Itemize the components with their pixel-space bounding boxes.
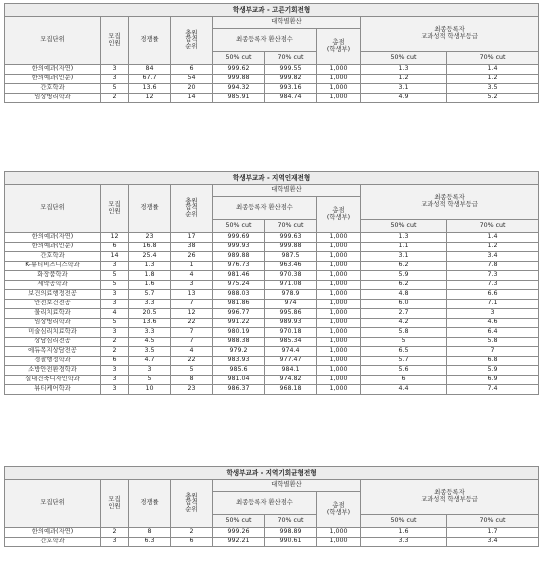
score-cut50-cell: 999.88 [213, 74, 265, 84]
quota-cell: 3 [101, 328, 129, 338]
grade-cut70-cell: 1.2 [447, 242, 539, 252]
table-row [5, 65, 539, 75]
total-cell: 1,000 [317, 252, 361, 262]
competition-cell: 1.3 [129, 261, 171, 271]
score-cut50-cell: 999.69 [213, 233, 265, 243]
competition-cell: 12 [129, 93, 171, 103]
unit-cell: 미술심리치료학과 [5, 328, 101, 338]
total-header [317, 197, 361, 233]
grade-cut50-cell: 5.8 [361, 328, 447, 338]
grade-cut70-cell: 7 [447, 347, 539, 357]
score-cut70-header: 70% cut [265, 220, 317, 233]
grade-cut50-cell: 4.2 [361, 318, 447, 328]
score-cut50-cell: 994.32 [213, 84, 265, 94]
table-row [5, 84, 539, 94]
grade-cut70-cell: 3 [447, 309, 539, 319]
waitlist-cell: 4 [171, 347, 213, 357]
competition-cell: 16.8 [129, 242, 171, 252]
score-cut50-cell: 975.24 [213, 280, 265, 290]
grade-cut50-cell: 5 [361, 337, 447, 347]
quota-cell: 3 [101, 375, 129, 385]
grade-cut50-header: 50% cut [361, 220, 447, 233]
score-cut70-cell: 984.1 [265, 366, 317, 376]
unit-cell: 상담심리전공 [5, 337, 101, 347]
grade-cut50-cell: 1.3 [361, 233, 447, 243]
score-cut70-cell: 999.88 [265, 242, 317, 252]
unit-cell: 임상병리학과 [5, 318, 101, 328]
score-cut70-cell: 974.82 [265, 375, 317, 385]
competition-cell: 3.5 [129, 347, 171, 357]
score-cut50-cell: 981.46 [213, 271, 265, 281]
header-line: 총점 [332, 206, 345, 214]
unit-cell: 한의예과(자연) [5, 65, 101, 75]
waitlist-cell: 7 [171, 337, 213, 347]
final-grade-header [361, 185, 539, 220]
score-cut70-cell: 993.16 [265, 84, 317, 94]
grade-cut70-cell: 1.7 [447, 528, 539, 538]
total-cell: 1,000 [317, 328, 361, 338]
grade-cut50-cell: 1.2 [361, 74, 447, 84]
grade-cut70-cell: 5.9 [447, 366, 539, 376]
unit-cell: 제약공학과 [5, 280, 101, 290]
header-line: 모집 [108, 495, 121, 503]
university-score-header: 대학별환산 [213, 185, 361, 197]
grade-cut70-cell: 3.5 [447, 84, 539, 94]
header-line: 최종등록자 [434, 26, 465, 34]
score-cut50-cell: 999.93 [213, 242, 265, 252]
header-line: 합격 [185, 36, 198, 44]
score-cut50-header: 50% cut [213, 515, 265, 528]
competition-header: 경쟁률 [129, 185, 171, 233]
grade-cut50-cell: 5.6 [361, 366, 447, 376]
score-cut50-cell: 985.6 [213, 366, 265, 376]
grade-cut70-cell: 7.8 [447, 261, 539, 271]
grade-cut70-cell: 7.1 [447, 299, 539, 309]
competition-cell: 3.3 [129, 299, 171, 309]
grade-cut70-cell: 7.3 [447, 271, 539, 281]
competition-cell: 4.5 [129, 337, 171, 347]
quota-cell: 5 [101, 280, 129, 290]
unit-header: 모집단위 [5, 480, 101, 528]
competition-cell: 20.5 [129, 309, 171, 319]
table-title: 학생부교과 - 고른기회전형 [5, 4, 539, 17]
score-cut50-cell: 996.77 [213, 309, 265, 319]
grade-cut70-cell: 6.9 [447, 375, 539, 385]
competition-cell: 3 [129, 366, 171, 376]
waitlist-header [171, 17, 213, 65]
university-score-header: 대학별환산 [213, 17, 361, 29]
table-row [5, 375, 539, 385]
quota-cell: 3 [101, 74, 129, 84]
header-line: (학생부) [326, 45, 351, 53]
score-cut70-header: 70% cut [265, 52, 317, 65]
quota-cell: 3 [101, 299, 129, 309]
waitlist-cell: 17 [171, 233, 213, 243]
header-line: 충원 [185, 492, 198, 500]
quota-header [101, 17, 129, 65]
unit-cell: 임상병리학과 [5, 93, 101, 103]
header-line: 순위 [185, 210, 198, 218]
unit-cell: 한의예과(인문) [5, 242, 101, 252]
table-row [5, 337, 539, 347]
quota-cell: 3 [101, 261, 129, 271]
competition-cell: 3.3 [129, 328, 171, 338]
grade-cut70-cell: 5.8 [447, 337, 539, 347]
table-row [5, 261, 539, 271]
waitlist-cell: 20 [171, 84, 213, 94]
total-cell: 1,000 [317, 84, 361, 94]
header-line: 충원 [185, 197, 198, 205]
grade-cut50-cell: 4.8 [361, 290, 447, 300]
waitlist-cell: 22 [171, 318, 213, 328]
admissions-table-3 [4, 466, 539, 547]
table-row [5, 318, 539, 328]
waitlist-cell: 7 [171, 299, 213, 309]
total-header [317, 492, 361, 528]
total-cell: 1,000 [317, 385, 361, 395]
table-row [5, 93, 539, 103]
competition-cell: 1.8 [129, 271, 171, 281]
grade-cut70-header: 70% cut [447, 515, 539, 528]
grade-cut50-cell: 1.1 [361, 242, 447, 252]
header-line: 모집 [108, 200, 121, 208]
score-cut70-cell: 974 [265, 299, 317, 309]
header-line: (학생부) [326, 508, 351, 516]
competition-cell: 13.6 [129, 84, 171, 94]
competition-cell: 5 [129, 375, 171, 385]
grade-cut50-cell: 4.4 [361, 385, 447, 395]
grade-cut50-cell: 5.7 [361, 356, 447, 366]
header-line: 최종등록자 [434, 489, 465, 497]
score-cut50-cell: 981.04 [213, 375, 265, 385]
final-score-header: 최종등록자 환산점수 [213, 492, 317, 515]
quota-cell: 2 [101, 93, 129, 103]
quota-cell: 5 [101, 84, 129, 94]
grade-cut70-cell: 3.4 [447, 537, 539, 547]
competition-cell: 5.7 [129, 290, 171, 300]
competition-cell: 23 [129, 233, 171, 243]
header-line: 합격 [185, 204, 198, 212]
grade-cut70-cell: 3.4 [447, 252, 539, 262]
score-cut50-cell: 991.22 [213, 318, 265, 328]
unit-cell: 경찰행정학과 [5, 356, 101, 366]
score-cut50-cell: 986.37 [213, 385, 265, 395]
table-title: 학생부교과 - 지역인재전형 [5, 172, 539, 185]
grade-cut70-header: 70% cut [447, 52, 539, 65]
grade-cut50-header: 50% cut [361, 515, 447, 528]
score-cut70-cell: 999.82 [265, 74, 317, 84]
quota-cell: 2 [101, 347, 129, 357]
grade-cut70-cell: 1.2 [447, 74, 539, 84]
score-cut70-cell: 998.89 [265, 528, 317, 538]
score-cut70-header: 70% cut [265, 515, 317, 528]
total-cell: 1,000 [317, 233, 361, 243]
competition-cell: 8 [129, 528, 171, 538]
quota-cell: 2 [101, 528, 129, 538]
table-row [5, 366, 539, 376]
total-cell: 1,000 [317, 242, 361, 252]
score-cut50-cell: 980.19 [213, 328, 265, 338]
competition-cell: 6.3 [129, 537, 171, 547]
table-row [5, 252, 539, 262]
quota-header [101, 480, 129, 528]
waitlist-cell: 6 [171, 537, 213, 547]
grade-cut70-cell: 6.8 [447, 356, 539, 366]
total-cell: 1,000 [317, 65, 361, 75]
grade-cut70-header: 70% cut [447, 220, 539, 233]
total-cell: 1,000 [317, 375, 361, 385]
unit-cell: 소방안전환경학과 [5, 366, 101, 376]
score-cut50-cell: 983.93 [213, 356, 265, 366]
grade-cut70-cell: 6.4 [447, 328, 539, 338]
header-line: 순위 [185, 42, 198, 50]
waitlist-cell: 14 [171, 93, 213, 103]
score-cut50-cell: 999.26 [213, 528, 265, 538]
waitlist-cell: 1 [171, 261, 213, 271]
waitlist-cell: 22 [171, 356, 213, 366]
header-line: (학생부) [326, 213, 351, 221]
grade-cut70-cell: 1.4 [447, 65, 539, 75]
header-line: 충원 [185, 29, 198, 37]
table-row [5, 356, 539, 366]
grade-cut50-cell: 6.0 [361, 299, 447, 309]
score-cut70-cell: 974.4 [265, 347, 317, 357]
unit-cell: 뷰티케어학과 [5, 385, 101, 395]
waitlist-cell: 2 [171, 528, 213, 538]
grade-cut50-cell: 1.6 [361, 528, 447, 538]
header-line: 교과성적 학생부등급 [421, 201, 478, 208]
grade-cut50-cell: 6.2 [361, 280, 447, 290]
waitlist-cell: 3 [171, 280, 213, 290]
total-cell: 1,000 [317, 271, 361, 281]
unit-cell: 에듀복지상담전공 [5, 347, 101, 357]
score-cut70-cell: 985.34 [265, 337, 317, 347]
competition-header: 경쟁률 [129, 17, 171, 65]
grade-cut70-cell: 7.3 [447, 280, 539, 290]
competition-cell: 1.6 [129, 280, 171, 290]
waitlist-cell: 8 [171, 375, 213, 385]
quota-cell: 4 [101, 309, 129, 319]
unit-cell: 화장품학과 [5, 271, 101, 281]
header-line: 모집 [108, 32, 121, 40]
waitlist-header [171, 480, 213, 528]
table-row [5, 528, 539, 538]
unit-cell: 간호학과 [5, 84, 101, 94]
unit-cell: 간호학과 [5, 252, 101, 262]
unit-cell: 안전보건전공 [5, 299, 101, 309]
quota-cell: 5 [101, 271, 129, 281]
header-line: 인원 [108, 502, 121, 510]
score-cut70-cell: 999.63 [265, 233, 317, 243]
competition-cell: 10 [129, 385, 171, 395]
table-row [5, 347, 539, 357]
table-row [5, 271, 539, 281]
grade-cut50-cell: 3.3 [361, 537, 447, 547]
total-cell: 1,000 [317, 93, 361, 103]
quota-cell: 3 [101, 65, 129, 75]
header-line: 순위 [185, 505, 198, 513]
quota-cell: 12 [101, 233, 129, 243]
grade-cut70-cell: 6.6 [447, 290, 539, 300]
quota-cell: 3 [101, 385, 129, 395]
competition-cell: 67.7 [129, 74, 171, 84]
grade-cut70-cell: 5.2 [447, 93, 539, 103]
score-cut50-cell: 988.38 [213, 337, 265, 347]
unit-cell: K-뷰티비즈니스학과 [5, 261, 101, 271]
score-cut50-cell: 979.2 [213, 347, 265, 357]
grade-cut70-cell: 4.6 [447, 318, 539, 328]
final-score-header: 최종등록자 환산점수 [213, 29, 317, 52]
total-cell: 1,000 [317, 528, 361, 538]
admissions-table-2 [4, 171, 539, 395]
score-cut50-cell: 976.73 [213, 261, 265, 271]
quota-cell: 6 [101, 356, 129, 366]
total-cell: 1,000 [317, 537, 361, 547]
table-row [5, 385, 539, 395]
final-grade-header [361, 480, 539, 515]
score-cut50-cell: 999.62 [213, 65, 265, 75]
header-line: 교과성적 학생부등급 [421, 33, 478, 40]
grade-cut50-cell: 2.7 [361, 309, 447, 319]
total-cell: 1,000 [317, 309, 361, 319]
unit-cell: 한의예과(자연) [5, 233, 101, 243]
grade-cut50-cell: 1.3 [361, 65, 447, 75]
waitlist-cell: 13 [171, 290, 213, 300]
admissions-table-1 [4, 3, 539, 103]
header-line: 최종등록자 [434, 194, 465, 202]
table-row [5, 537, 539, 547]
score-cut70-cell: 963.46 [265, 261, 317, 271]
waitlist-cell: 26 [171, 252, 213, 262]
waitlist-cell: 7 [171, 328, 213, 338]
grade-cut50-cell: 6.2 [361, 261, 447, 271]
header-line: 교과성적 학생부등급 [421, 496, 478, 503]
total-cell: 1,000 [317, 290, 361, 300]
total-cell: 1,000 [317, 347, 361, 357]
score-cut70-cell: 984.74 [265, 93, 317, 103]
score-cut50-cell: 981.86 [213, 299, 265, 309]
score-cut70-cell: 989.93 [265, 318, 317, 328]
grade-cut50-cell: 6.5 [361, 347, 447, 357]
competition-cell: 13.6 [129, 318, 171, 328]
competition-cell: 84 [129, 65, 171, 75]
total-header [317, 29, 361, 65]
total-cell: 1,000 [317, 318, 361, 328]
header-line: 총점 [332, 501, 345, 509]
header-line: 인원 [108, 207, 121, 215]
grade-cut50-cell: 6 [361, 375, 447, 385]
score-cut70-cell: 990.61 [265, 537, 317, 547]
final-grade-header [361, 17, 539, 52]
waitlist-cell: 4 [171, 271, 213, 281]
waitlist-cell: 5 [171, 366, 213, 376]
waitlist-cell: 12 [171, 309, 213, 319]
score-cut50-cell: 988.03 [213, 290, 265, 300]
quota-cell: 6 [101, 242, 129, 252]
table-row [5, 242, 539, 252]
quota-cell: 3 [101, 537, 129, 547]
score-cut70-cell: 968.18 [265, 385, 317, 395]
score-cut70-cell: 970.18 [265, 328, 317, 338]
total-cell: 1,000 [317, 366, 361, 376]
score-cut50-cell: 989.88 [213, 252, 265, 262]
score-cut70-cell: 978.9 [265, 290, 317, 300]
quota-cell: 3 [101, 366, 129, 376]
score-cut50-cell: 992.21 [213, 537, 265, 547]
waitlist-header [171, 185, 213, 233]
unit-cell: 물리치료학과 [5, 309, 101, 319]
score-cut70-cell: 995.86 [265, 309, 317, 319]
competition-cell: 4.7 [129, 356, 171, 366]
header-line: 총점 [332, 38, 345, 46]
total-cell: 1,000 [317, 261, 361, 271]
unit-cell: 한의예과(인문) [5, 74, 101, 84]
table-title: 학생부교과 - 지역기회균형전형 [5, 467, 539, 480]
table-row [5, 309, 539, 319]
table-row [5, 328, 539, 338]
unit-cell: 보건의료행정전공 [5, 290, 101, 300]
quota-cell: 5 [101, 318, 129, 328]
unit-header: 모집단위 [5, 185, 101, 233]
header-line: 인원 [108, 39, 121, 47]
grade-cut70-cell: 1.4 [447, 233, 539, 243]
grade-cut50-cell: 3.1 [361, 84, 447, 94]
grade-cut70-cell: 7.4 [447, 385, 539, 395]
waitlist-cell: 6 [171, 65, 213, 75]
quota-cell: 2 [101, 337, 129, 347]
table-row [5, 233, 539, 243]
score-cut70-cell: 977.47 [265, 356, 317, 366]
total-cell: 1,000 [317, 280, 361, 290]
quota-cell: 14 [101, 252, 129, 262]
score-cut70-cell: 971.08 [265, 280, 317, 290]
total-cell: 1,000 [317, 337, 361, 347]
quota-cell: 3 [101, 290, 129, 300]
score-cut50-cell: 985.91 [213, 93, 265, 103]
grade-cut50-cell: 4.9 [361, 93, 447, 103]
grade-cut50-header: 50% cut [361, 52, 447, 65]
university-score-header: 대학별환산 [213, 480, 361, 492]
score-cut50-header: 50% cut [213, 52, 265, 65]
total-cell: 1,000 [317, 74, 361, 84]
table-row [5, 290, 539, 300]
waitlist-cell: 54 [171, 74, 213, 84]
waitlist-cell: 38 [171, 242, 213, 252]
table-row [5, 74, 539, 84]
unit-cell: 한의예과(자연) [5, 528, 101, 538]
unit-cell: 간호학과 [5, 537, 101, 547]
waitlist-cell: 23 [171, 385, 213, 395]
header-line: 합격 [185, 499, 198, 507]
total-cell: 1,000 [317, 299, 361, 309]
competition-cell: 25.4 [129, 252, 171, 262]
score-cut50-header: 50% cut [213, 220, 265, 233]
score-cut70-cell: 987.5 [265, 252, 317, 262]
score-cut70-cell: 970.38 [265, 271, 317, 281]
table-row [5, 299, 539, 309]
total-cell: 1,000 [317, 356, 361, 366]
unit-cell: 실내건축디자인학과 [5, 375, 101, 385]
grade-cut50-cell: 3.1 [361, 252, 447, 262]
table-row [5, 280, 539, 290]
unit-header: 모집단위 [5, 17, 101, 65]
score-cut70-cell: 999.55 [265, 65, 317, 75]
grade-cut50-cell: 5.9 [361, 271, 447, 281]
final-score-header: 최종등록자 환산점수 [213, 197, 317, 220]
competition-header: 경쟁률 [129, 480, 171, 528]
quota-header [101, 185, 129, 233]
